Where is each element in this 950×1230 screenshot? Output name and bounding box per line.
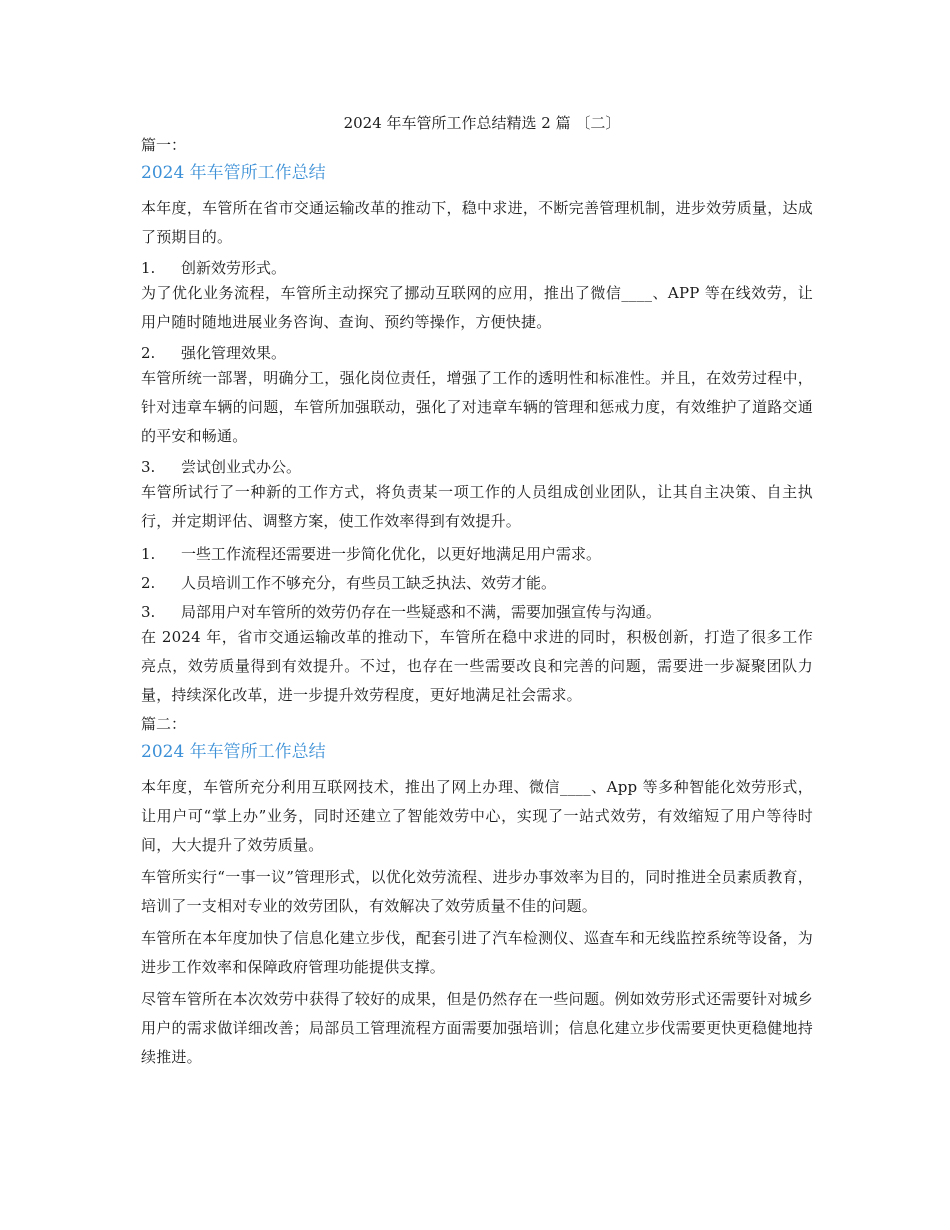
part2-paragraph-2: 车管所实行“一事一议”管理形式，以优化效劳流程、进步办事效率为目的，同时推进全员素质教育，培训了一支相对专业的效劳团队，有效解决了效劳质量不佳的问题。 [141, 868, 813, 915]
problem-text: 局部用户对车管所的效劳仍存在一些疑惑和不满，需要加强宣传与沟通。 [181, 603, 662, 621]
part1-label: 篇一： [141, 136, 187, 154]
item-title: 强化管理效果。 [181, 344, 287, 362]
problem-number: 1. [141, 545, 156, 563]
part2-paragraph-1: 本年度，车管所充分利用互联网技术，推出了网上办理、微信____、App 等多种智能化效劳形式，让用户可“掌上办”业务，同时还建立了智能效劳中心，实现了一站式效劳，有效缩短了用户等待时间，大大提升了效劳质量。 [141, 778, 813, 854]
problem-text: 一些工作流程还需要进一步简化优化，以更好地满足用户需求。 [181, 545, 602, 563]
part1-item-1-title-row [141, 257, 813, 279]
part2-label: 篇二： [141, 715, 187, 733]
part1-problem-3 [141, 601, 813, 623]
part1-item-2-title-row [141, 342, 813, 364]
part1-conclusion: 在 2024 年，省市交通运输改革的推动下，车管所在稳中求进的同时，积极创新，打造了很多工作亮点，效劳质量得到有效提升。不过，也存在一些需要改良和完善的问题，需要进一步凝聚团队力量，持续深化改革，进一步提升效劳程度，更好地满足社会需求。 [141, 628, 813, 704]
document-title: 2024 年车管所工作总结精选 2 篇 〔二〕 [343, 114, 621, 132]
problem-number: 3. [141, 603, 156, 621]
part2-paragraph-4: 尽管车管所在本次效劳中获得了较好的成果，但是仍然存在一些问题。例如效劳形式还需要针对城乡用户的需求做详细改善；局部员工管理流程方面需要加强培训；信息化建立步伐需要更快更稳健地持续推进。 [141, 990, 813, 1066]
part1-problem-1 [141, 543, 813, 565]
part1-item-3-body: 车管所试行了一种新的工作方式，将负责某一项工作的人员组成创业团队，让其自主决策、自主执行，并定期评估、调整方案，使工作效率得到有效提升。 [141, 483, 813, 530]
problem-number: 2. [141, 574, 156, 592]
part2-paragraph-3: 车管所在本年度加快了信息化建立步伐，配套引进了汽车检测仪、巡查车和无线监控系统等设备，为进步工作效率和保障政府管理功能提供支撑。 [141, 929, 813, 976]
item-number: 2. [141, 344, 156, 362]
document-page [141, 112, 813, 1075]
part1-intro: 本年度，车管所在省市交通运输改革的推动下，稳中求进，不断完善管理机制，进步效劳质量，达成了预期目的。 [141, 199, 813, 246]
item-number: 3. [141, 458, 156, 476]
item-title: 尝试创业式办公。 [181, 458, 302, 476]
problem-text: 人员培训工作不够充分，有些员工缺乏执法、效劳才能。 [181, 574, 557, 592]
part1-item-1-body: 为了优化业务流程，车管所主动探究了挪动互联网的应用，推出了微信____、APP 等在线效劳，让用户随时随地进展业务咨询、查询、预约等操作，方便快捷。 [141, 284, 813, 331]
part1-item-3-title-row [141, 456, 813, 478]
part1-problem-2 [141, 572, 813, 594]
item-title: 创新效劳形式。 [181, 259, 287, 277]
part1-item-2-body: 车管所统一部署，明确分工，强化岗位责任，增强了工作的透明性和标准性。并且，在效劳过程中，针对违章车辆的问题，车管所加强联动，强化了对违章车辆的管理和惩戒力度，有效维护了道路交通的平安和畅通。 [141, 369, 813, 445]
part2-heading: 2024 年车管所工作总结 [141, 742, 326, 762]
item-number: 1. [141, 259, 156, 277]
part1-heading: 2024 年车管所工作总结 [141, 163, 326, 183]
